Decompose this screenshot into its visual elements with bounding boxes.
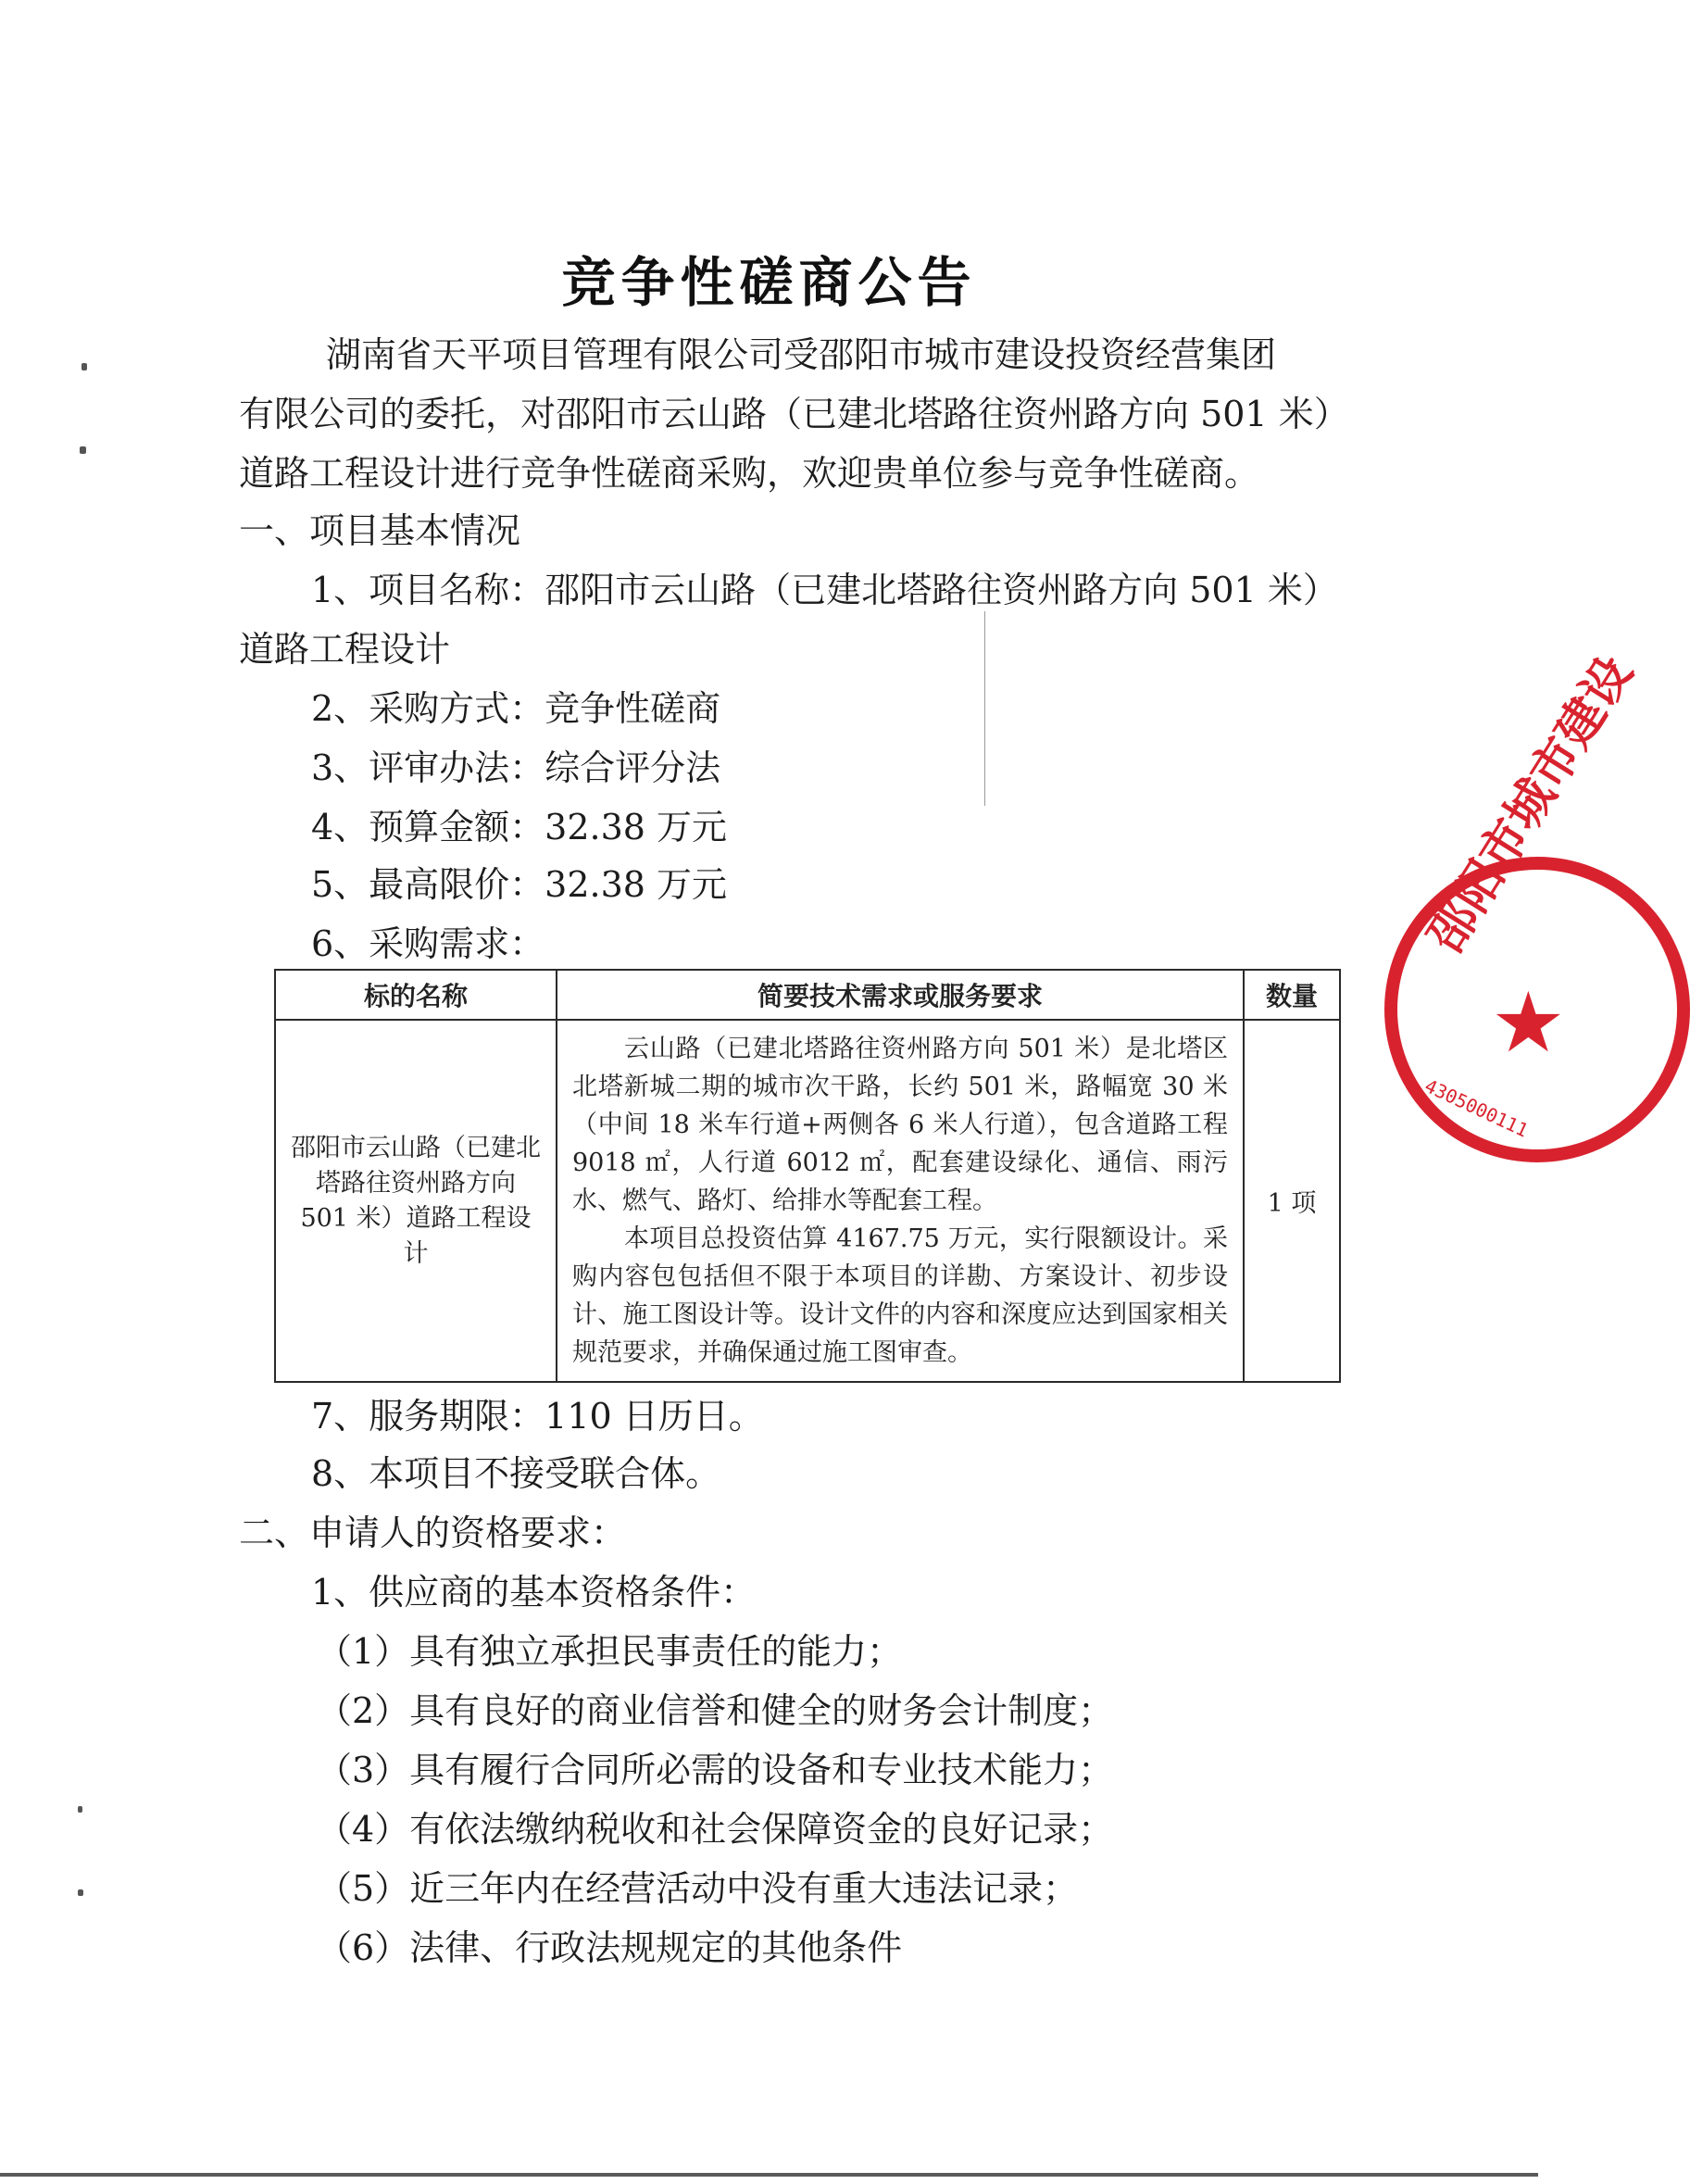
project-item: 3、评审办法：综合评分法 [311,747,721,788]
procurement-table [274,969,1341,1383]
item-description-cell [557,1020,1244,1382]
project-item: 8、本项目不接受联合体。 [311,1453,721,1494]
qualification-subheading: 1、供应商的基本资格条件： [311,1572,757,1613]
seal-text: 邵阳市城市建设 [1418,646,1644,962]
table-header-row [275,970,1340,1020]
item-name-cell: 邵阳市云山路（已建北塔路往资州路方向 501 米）道路工程设计 [275,1020,557,1382]
scan-speck [80,446,86,454]
qualification-item: （6）法律、行政法规规定的其他条件 [317,1927,903,1968]
qualification-item: （3）具有履行合同所必需的设备和专业技术能力； [317,1750,1114,1790]
table-header: 标的名称 [275,970,557,1020]
intro-line: 道路工程设计进行竞争性磋商采购，欢迎贵单位参与竞争性磋商。 [239,453,1260,494]
project-item: 1、项目名称：邵阳市云山路（已建北塔路往资州路方向 501 米） [311,570,1338,610]
project-item: 道路工程设计 [239,629,451,670]
project-item: 5、最高限价：32.38 万元 [311,864,728,905]
section-heading: 一、项目基本情况 [239,510,521,551]
description-paragraph: 本项目总投资估算 4167.75 万元，实行限额设计。采购内容包包括但不限于本项目的详勘、方案设计、初步设计、施工图设计等。设计文件的内容和深度应达到国家相关规范要求，并确保通过施工图审查。 [572,1224,1228,1367]
table-row [275,1020,1340,1382]
scan-speck [81,363,87,370]
scan-speck [78,1889,83,1896]
project-item: 4、预算金额：32.38 万元 [311,807,728,847]
table-header: 简要技术需求或服务要求 [557,970,1244,1020]
qualification-item: （1）具有独立承担民事责任的能力； [317,1631,903,1672]
scan-speck [78,1806,82,1813]
seal-star-icon: ★ [1491,974,1566,1072]
intro-line: 湖南省天平项目管理有限公司受邵阳市城市建设投资经营集团 [326,334,1277,375]
qualification-item: （4）有依法缴纳税收和社会保障资金的良好记录； [317,1809,1114,1850]
description-paragraph: 云山路（已建北塔路往资州路方向 501 米）是北塔区北塔新城二期的城市次干路，长约 501 米，路幅宽 30 米（中间 18 米车行道+两侧各 6 米人行道），包含道路工程 9018 ㎡，人行道 6012 ㎡，配套建设绿化、通信、雨污水、燃气、路灯、给排水等配套工程。 [572,1035,1228,1215]
project-item: 6、采购需求： [311,923,545,964]
intro-line: 有限公司的委托，对邵阳市云山路（已建北塔路往资州路方向 501 米） [239,394,1349,434]
document-title: 竞争性磋商公告 [561,251,977,314]
item-quantity-cell: 1 项 [1244,1020,1340,1382]
scan-line [984,611,985,806]
seal-code: 4305000111 [1421,1074,1533,1142]
scan-edge [0,2173,1538,2177]
section-heading: 二、申请人的资格要求： [239,1512,627,1553]
project-item: 7、服务期限：110 日历日。 [311,1396,764,1437]
table-header: 数量 [1244,970,1340,1020]
qualification-item: （5）近三年内在经营活动中没有重大违法记录； [317,1868,1079,1909]
qualification-item: （2）具有良好的商业信誉和健全的财务会计制度； [317,1690,1114,1731]
project-item: 2、采购方式：竞争性磋商 [311,688,721,729]
